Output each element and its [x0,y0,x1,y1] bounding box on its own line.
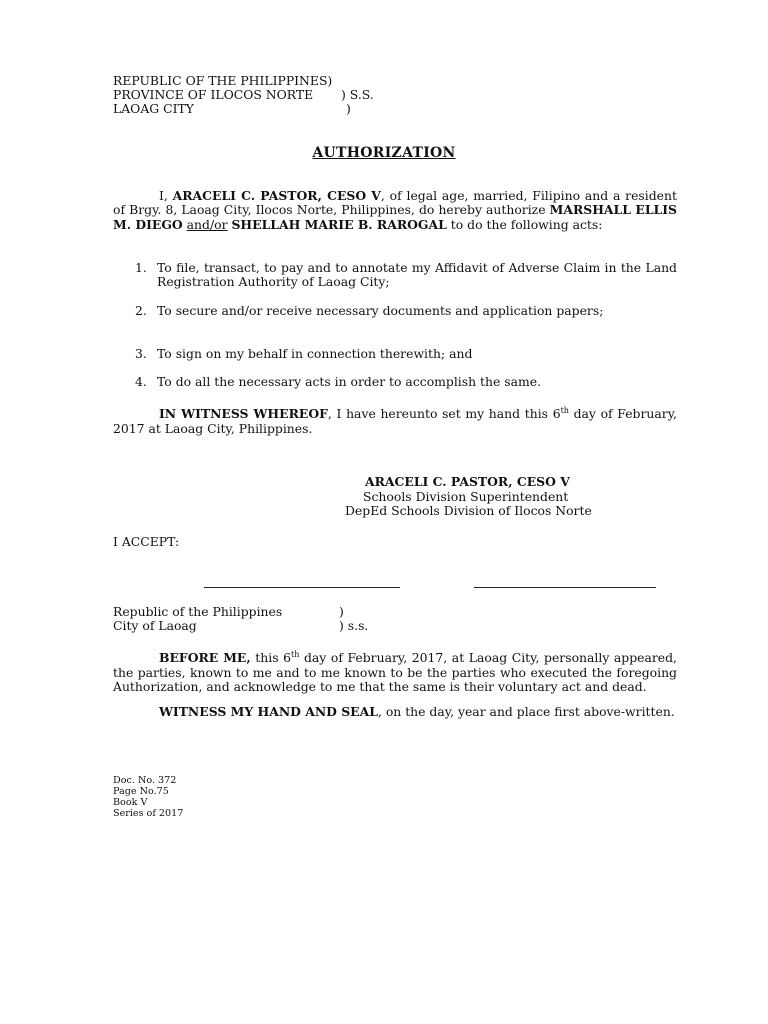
list-item: 4. To do all the necessary acts in order to accomplish the same. [135,374,542,389]
list-item: 3. To sign on my behalf in connection therewith; and [135,346,473,361]
list-item: 2. To secure and/or receive necessary documents and application papers; [135,303,604,318]
witness-whereof-paragraph: IN WITNESS WHEREOF, I have hereunto set my hand this 6th day of February, 2017 at Laoag City, Philippines. [113,406,677,436]
jurat-venue-republic: Republic of the Philippines [113,604,283,619]
book-number: Book V [113,797,148,808]
intro-paragraph: I, ARACELI C. PASTOR, CESO V, of legal age, married, Filipino and a resident of Brgy. 8, Laoag City, Ilocos Norte, Philippines, do hereby authorize MARSHALL ELLIS M. DIEGO and/or SHELLAH MARIE B. RAROGAL to do the following acts: [113,188,678,232]
venue-line-province: PROVINCE OF ILOCOS NORTE [113,87,314,102]
signatory-office: DepEd Schools Division of Ilocos Norte [345,503,592,518]
doc-number: Doc. No. 372 [113,775,177,786]
before-me-paragraph: BEFORE ME, this 6th day of February, 2017, at Laoag City, personally appeared, the parties, known to me and to me known to be the parties who executed the foregoing Authorization, and acknowledge to me that the same is their voluntary act and dead. [113,650,677,694]
jurat-venue-city: City of Laoag [113,618,197,633]
signatory-position: Schools Division Superintendent [363,489,569,504]
signature-line-agent-1 [204,587,400,588]
list-item: 1. To file, transact, to pay and to annotate my Affidavit of Adverse Claim in the Land Registration Authority of Laoag City; [135,260,677,290]
jurat-venue-bracket: ) [339,604,344,619]
jurat-venue-ss: ) s.s. [339,618,369,633]
accept-label: I ACCEPT: [113,534,180,549]
signature-line-agent-2 [474,587,656,588]
series-year: Series of 2017 [113,808,184,819]
agent-name-1: MARSHALL ELLIS M. DIEGO [113,202,678,232]
venue-line-city: LAOAG CITY [113,101,194,116]
and-or-conjunction: and/or [186,216,228,232]
page-number: Page No.75 [113,786,169,797]
hand-and-seal-paragraph: WITNESS MY HAND AND SEAL, on the day, year and place first above-written. [159,704,675,719]
venue-city-bracket: ) [346,101,351,116]
venue-ss-marker: ) S.S. [341,87,374,102]
agent-name-2: SHELLAH MARIE B. RAROGAL [231,216,447,232]
signatory-name: ARACELI C. PASTOR, CESO V [365,474,570,489]
principal-name: ARACELI C. PASTOR, CESO V [172,188,381,203]
venue-line-republic: REPUBLIC OF THE PHILIPPINES) [113,73,333,88]
document-title: AUTHORIZATION [312,145,456,161]
